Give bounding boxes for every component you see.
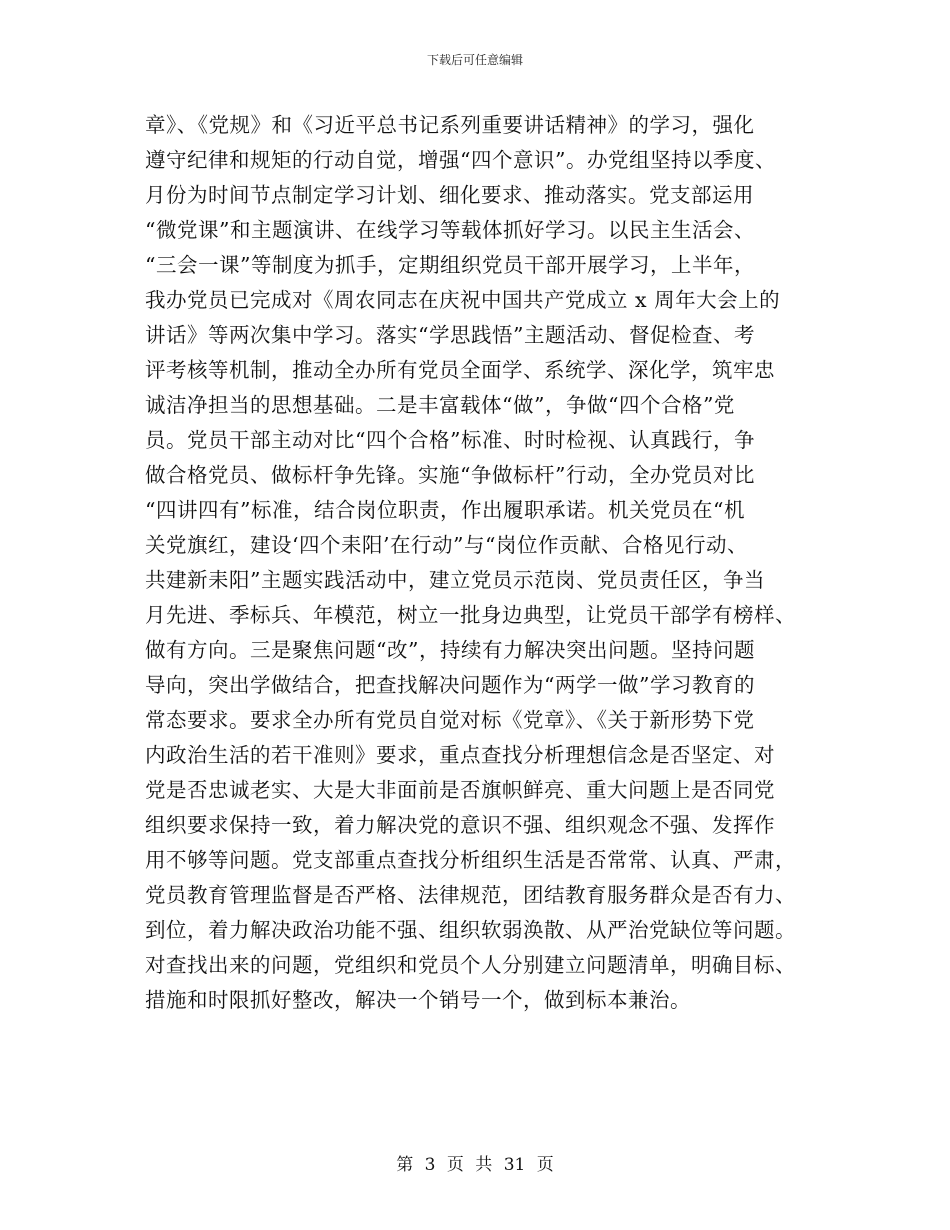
text-line: 遵守纪律和规矩的行动自觉，增强“四个意识”。办党组坚持以季度、 — [145, 148, 776, 172]
text-line: “三会一课”等制度为抓手，定期组织党员干部开展学习，上半年， — [145, 253, 755, 277]
text-line: 党员教育管理监督是否严格、法律规范，团结教育服务群众是否有力、 — [145, 883, 796, 907]
text-line: “四讲四有”标准，结合岗位职责，作出履职承诺。机关党员在“机 — [145, 498, 745, 522]
text-line: 用不够等问题。党支部重点查找分析组织生活是否常常、认真、严肃， — [145, 848, 796, 872]
text-line: 对查找出来的问题，党组织和党员个人分别建立问题清单，明确目标、 — [145, 953, 796, 977]
text-line: 党是否忠诚老实、大是大非面前是否旗帜鲜亮、重大问题上是否同党 — [145, 778, 775, 802]
page-header: 下载后可任意编辑 — [426, 53, 523, 67]
text-line: 讲话》等两次集中学习。落实“学思践悟”主题活动、督促检查、考 — [145, 323, 755, 347]
text-line: 章》、《党规》和《习近平总书记系列重要讲话精神》的学习，强化 — [145, 113, 755, 137]
text-line: 常态要求。要求全办所有党员自觉对标《党章》、《关于新形势下党 — [145, 708, 755, 732]
text-line: 评考核等机制，推动全办所有党员全面学、系统学、深化学，筑牢忠 — [145, 358, 775, 382]
text-line: 做合格党员、做标杆争先锋。实施“争做标杆”行动，全办党员对比 — [145, 463, 755, 487]
text-line: 到位，着力解决政治功能不强、组织软弱涣散、从严治党缺位等问题。 — [145, 918, 796, 942]
text-line: 共建新耒阳”主题实践活动中，建立党员示范岗、党员责任区，争当 — [145, 568, 765, 592]
text-line: 月先进、季标兵、年模范，树立一批身边典型，让党员干部学有榜样、 — [145, 603, 796, 627]
text-line: 月份为时间节点制定学习计划、细化要求、推动落实。党支部运用 — [145, 183, 754, 207]
text-line: 导向，突出学做结合，把查找解决问题作为“两学一做”学习教育的 — [145, 673, 755, 697]
text-line: 做有方向。三是聚焦问题“改”，持续有力解决突出问题。坚持问题 — [145, 638, 755, 662]
text-line: 员。党员干部主动对比“四个合格”标准、时时检视、认真践行，争 — [145, 428, 755, 452]
text-line: 我办党员已完成对《周农同志在庆祝中国共产党成立 x 周年大会上的 — [145, 288, 781, 312]
text-line: 关党旗红，建设‘四个耒阳’在行动”与“岗位作贡献、合格见行动、 — [145, 533, 748, 557]
text-line: 组织要求保持一致，着力解决党的意识不强、组织观念不强、发挥作 — [145, 813, 775, 837]
body-text — [145, 108, 825, 1018]
text-line: 诚洁净担当的思想基础。二是丰富载体“做”，争做“四个合格”党 — [145, 393, 735, 417]
text-line: 内政治生活的若干准则》要求，重点查找分析理想信念是否坚定、对 — [145, 743, 775, 767]
page-footer: 第 3 页 共 31 页 — [396, 1155, 554, 1175]
text-line: 措施和时限抓好整改，解决一个销号一个，做到标本兼治。 — [145, 988, 691, 1012]
text-line: “微党课”和主题演讲、在线学习等载体抓好学习。以民主生活会、 — [145, 218, 755, 242]
